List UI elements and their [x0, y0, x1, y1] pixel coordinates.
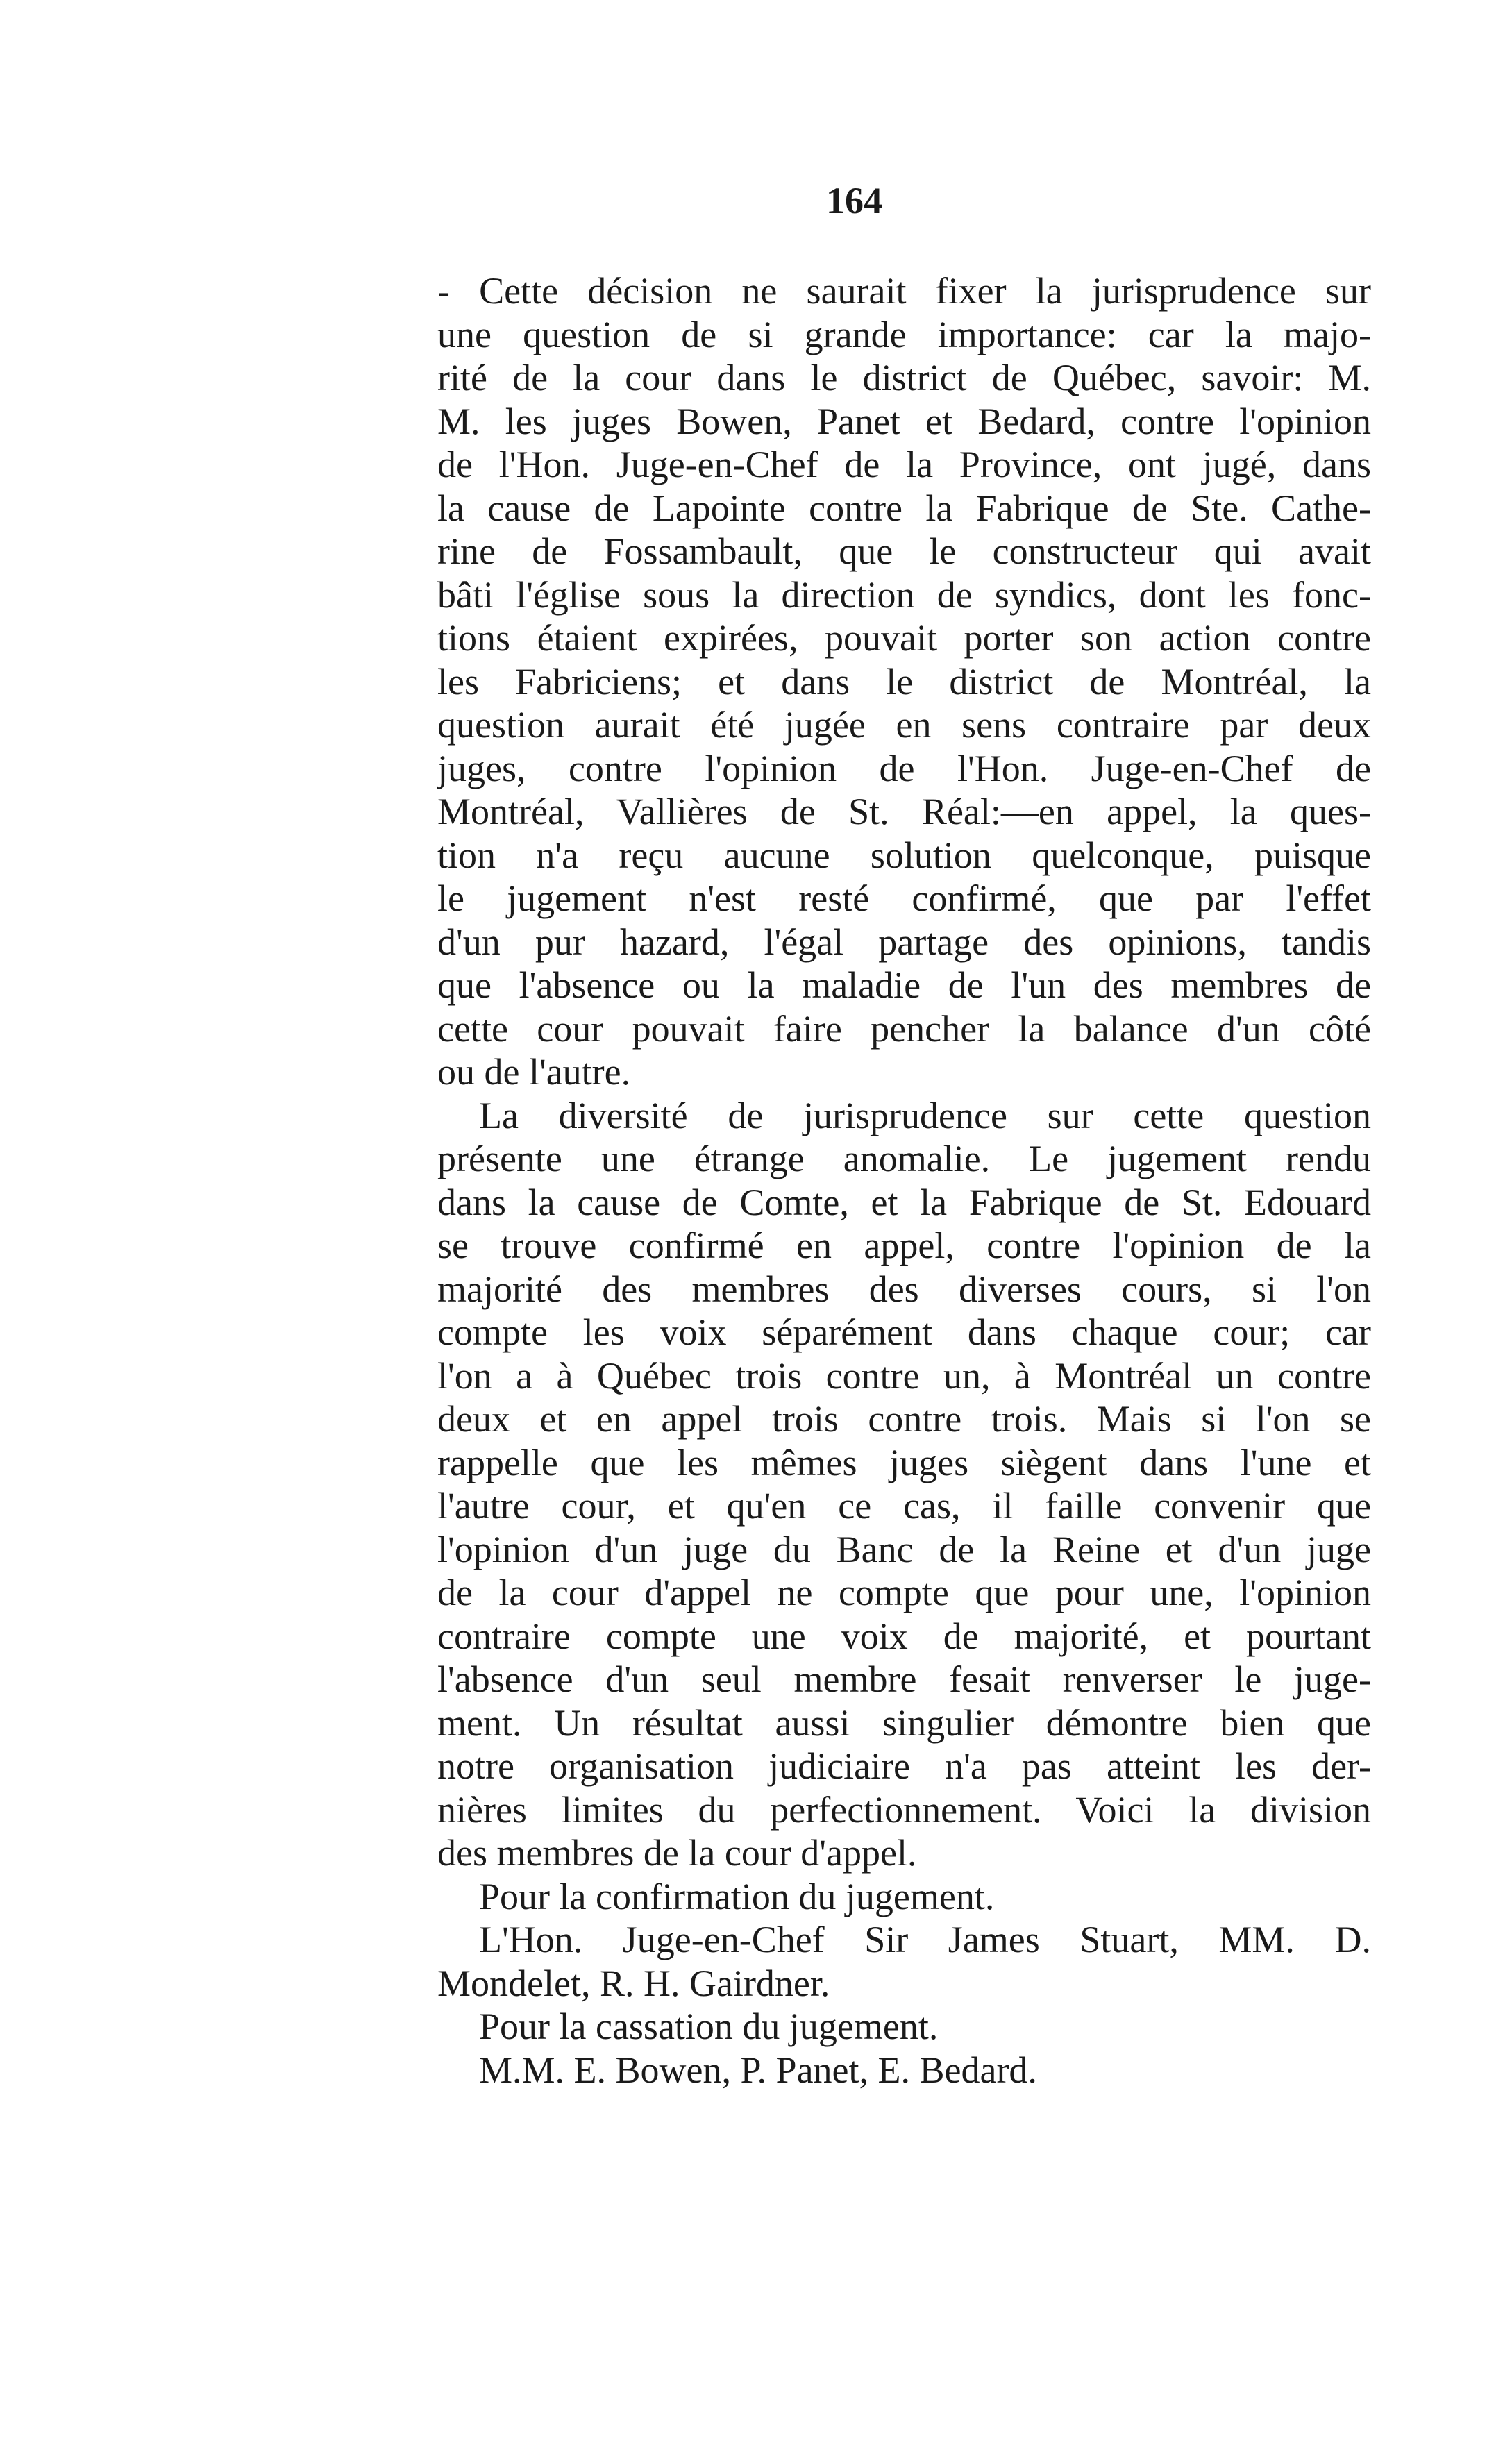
text-line: les Fabriciens; et dans le district de Montréal, la — [437, 660, 1371, 703]
text-line: l'opinion d'un juge du Banc de la Reine et d'un juge — [437, 1528, 1371, 1570]
text-line: nières limites du perfectionnement. Voici la division — [437, 1788, 1371, 1831]
body-text — [437, 269, 1371, 2092]
text-line: compte les voix séparément dans chaque cour; car — [437, 1311, 1371, 1353]
text-line: ou de l'autre. — [437, 1051, 631, 1093]
text-line: une question de si grande importance: car la majo- — [437, 313, 1371, 355]
text-line: notre organisation judiciaire n'a pas atteint les der- — [437, 1745, 1371, 1787]
text-line: se trouve confirmé en appel, contre l'opinion de la — [437, 1225, 1371, 1266]
text-line: la cause de Lapointe contre la Fabrique de Ste. Cathe- — [437, 487, 1371, 529]
text-line: dans la cause de Comte, et la Fabrique de St. Edouard — [437, 1181, 1371, 1223]
text-line: Mondelet, R. H. Gairdner. — [437, 1962, 830, 2004]
page-number: 164 — [826, 180, 882, 221]
text-line: rité de la cour dans le district de Québec, savoir: M. — [437, 357, 1371, 398]
text-line: La diversité de jurisprudence sur cette question — [479, 1094, 1371, 1136]
text-line: de l'Hon. Juge-en-Chef de la Province, ont jugé, dans — [437, 444, 1371, 485]
text-line: question aurait été jugée en sens contraire par deux — [437, 704, 1371, 746]
text-line: de la cour d'appel ne compte que pour une, l'opinion — [437, 1572, 1371, 1613]
text-line: bâti l'église sous la direction de syndics, dont les fonc- — [437, 573, 1371, 616]
text-line: rine de Fossambault, que le constructeur qui avait — [437, 530, 1371, 572]
text-line: Pour la confirmation du jugement. — [479, 1875, 995, 1917]
text-line: majorité des membres des diverses cours, si l'on — [437, 1268, 1371, 1310]
text-line: l'absence d'un seul membre fesait renverser le juge- — [437, 1658, 1371, 1700]
text-line: - Cette décision ne saurait fixer la jurisprudence sur — [437, 270, 1371, 312]
text-line: Pour la cassation du jugement. — [479, 2006, 939, 2047]
text-line: Montréal, Vallières de St. Réal:—en appel, la ques- — [437, 791, 1371, 832]
text-line: l'autre cour, et qu'en ce cas, il faille convenir que — [437, 1485, 1371, 1527]
text-line: tion n'a reçu aucune solution quelconque, puisque — [437, 834, 1371, 876]
text-line: L'Hon. Juge-en-Chef Sir James Stuart, MM. D. — [479, 1919, 1371, 1960]
text-line: M.M. E. Bowen, P. Panet, E. Bedard. — [479, 2049, 1037, 2091]
text-line: le jugement n'est resté confirmé, que par l'effet — [437, 877, 1371, 919]
text-line: cette cour pouvait faire pencher la balance d'un côté — [437, 1007, 1371, 1050]
text-line: ment. Un résultat aussi singulier démontre bien que — [437, 1701, 1371, 1744]
text-line: tions étaient expirées, pouvait porter son action contre — [437, 617, 1371, 659]
text-line: l'on a à Québec trois contre un, à Montréal un contre — [437, 1354, 1371, 1397]
text-line: rappelle que les mêmes juges siègent dans l'une et — [437, 1441, 1371, 1483]
text-line: deux et en appel trois contre trois. Mais si l'on se — [437, 1398, 1371, 1440]
text-line: que l'absence ou la maladie de l'un des membres de — [437, 964, 1371, 1006]
text-line: présente une étrange anomalie. Le jugement rendu — [437, 1138, 1371, 1179]
text-line: contraire compte une voix de majorité, et pourtant — [437, 1615, 1371, 1657]
text-line: d'un pur hazard, l'égal partage des opinions, tandis — [437, 921, 1371, 963]
text-line: M. les juges Bowen, Panet et Bedard, contre l'opinion — [437, 400, 1371, 442]
text-line: juges, contre l'opinion de l'Hon. Juge-en-Chef de — [437, 747, 1371, 789]
text-line: des membres de la cour d'appel. — [437, 1832, 917, 1874]
